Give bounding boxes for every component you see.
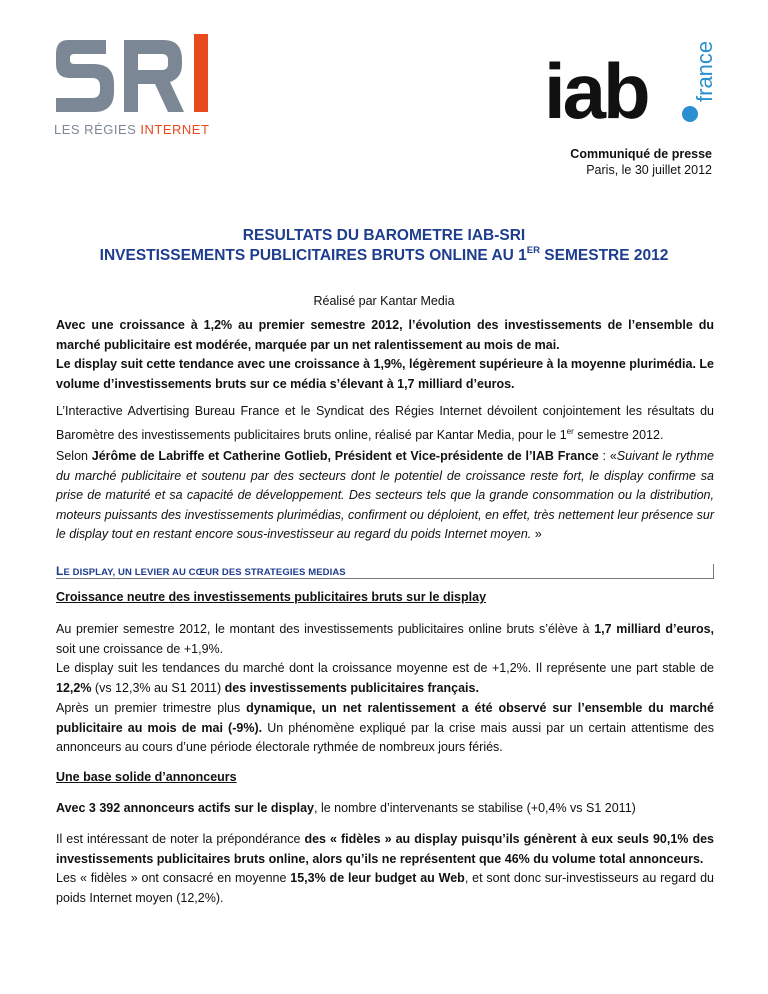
growth-paragraph: Au premier semestre 2012, le montant des investissements publicitaires online bruts s’élève à 1,7 milliard d’euros, soit une croissance de +1,9%. Le display suit les tendances du marché dont la croissance moyenne est de +1,2%. Il représente une part stable de 12,2% (vs 12,3% au S1 2011) des investissements publicitaires français. [56,622,715,695]
sri-logo [52,34,224,142]
section-divider-tick [713,564,714,578]
quote-paragraph: Selon Jérôme de Labriffe et Catherine Gotlieb, Président et Vice-présidente de l’IAB France : «Suivant le rythme du marché publicitaire et soutenu par des secteurs dont le potentiel de croissance reste fort, le display confirme sa prise de maturité et sa capacité de développement. Des secteurs tels que la grande consommation ou la distribution, moteurs puissants des investissements plurimédias, confirment ou déploient, en effet, très nettement leur présence sur le display tout en restant encore sous-investisseur au regard du poids Internet moyen. » [56,449,715,541]
section-heading: LE DISPLAY, UN LEVIER AU CŒUR DES STRATEGIES MEDIAS [56,564,346,578]
iab-france-text: france [692,40,717,102]
subheading-growth: Croissance neutre des investissements publicitaires bruts sur le display [56,590,487,604]
iab-france-logo [544,32,722,124]
section-divider [56,578,714,579]
lead-paragraph: Avec une croissance à 1,2% au premier semestre 2012, l’évolution des investissements de l’ensemble du marché publicitaire est modérée, marquée par un net ralentissement au mois de mai. Le display suit cette tendance avec une croissance à 1,9%, légèrement supérieure à la moyenne plurimédia. Le volume d’investissements bruts sur ce média s’élevant à 1,7 milliard d’euros. [56,318,714,391]
iab-wordmark: iab [544,47,648,124]
loyal-advertisers-paragraph: Il est intéressant de noter la prépondérance des « fidèles » au display puisqu’ils génèrent à eux seuls 90,1% des investissements publicitaires bruts online, alors qu’ils ne représentent que 46% du volume total annonceurs. Les « fidèles » ont consacré en moyenne 15,3% de leur budget au Web, et sont donc sur-investisseurs au regard du poids Internet moyen (12,2%). [56,832,714,905]
title-line1: RESULTATS DU BAROMETRE IAB-SRI [242,227,526,244]
advertisers-paragraph: Avec 3 392 annonceurs actifs sur le display, le nombre d’intervenants se stabilise (+0,4% vs S1 2011) [56,801,636,815]
slowdown-paragraph: Après un premier trimestre plus dynamique, un net ralentissement a été observé sur l’ensemble du marché publicitaire au mois de mai (-9%). Un phénomène expliqué par la crise mais aussi par un certain attentisme des annonceurs au cours d’une période électorale rythmée de nombreux jours fériés. [56,701,714,754]
date-line: Paris, le 30 juillet 2012 [586,163,712,177]
subheading-advertisers: Une base solide d’annonceurs [56,770,237,784]
byline: Réalisé par Kantar Media [313,294,455,308]
title-line2: INVESTISSEMENTS PUBLICITAIRES BRUTS ONLINE AU 1ER SEMESTRE 2012 [99,245,669,265]
sri-tagline-b: INTERNET [140,122,210,137]
intro-paragraph: L’Interactive Advertising Bureau France et le Syndicat des Régies Internet dévoilent conjointement les résultats du Baromètre des investissements publicitaires bruts online, réalisé par Kantar Media, pour le 1er semestre 2012. [56,404,714,442]
press-release-label: Communiqué de presse [570,147,712,161]
sri-tagline-a: LES RÉGIES [54,122,141,137]
svg-text:LES RÉGIES INTERNET [54,122,209,137]
